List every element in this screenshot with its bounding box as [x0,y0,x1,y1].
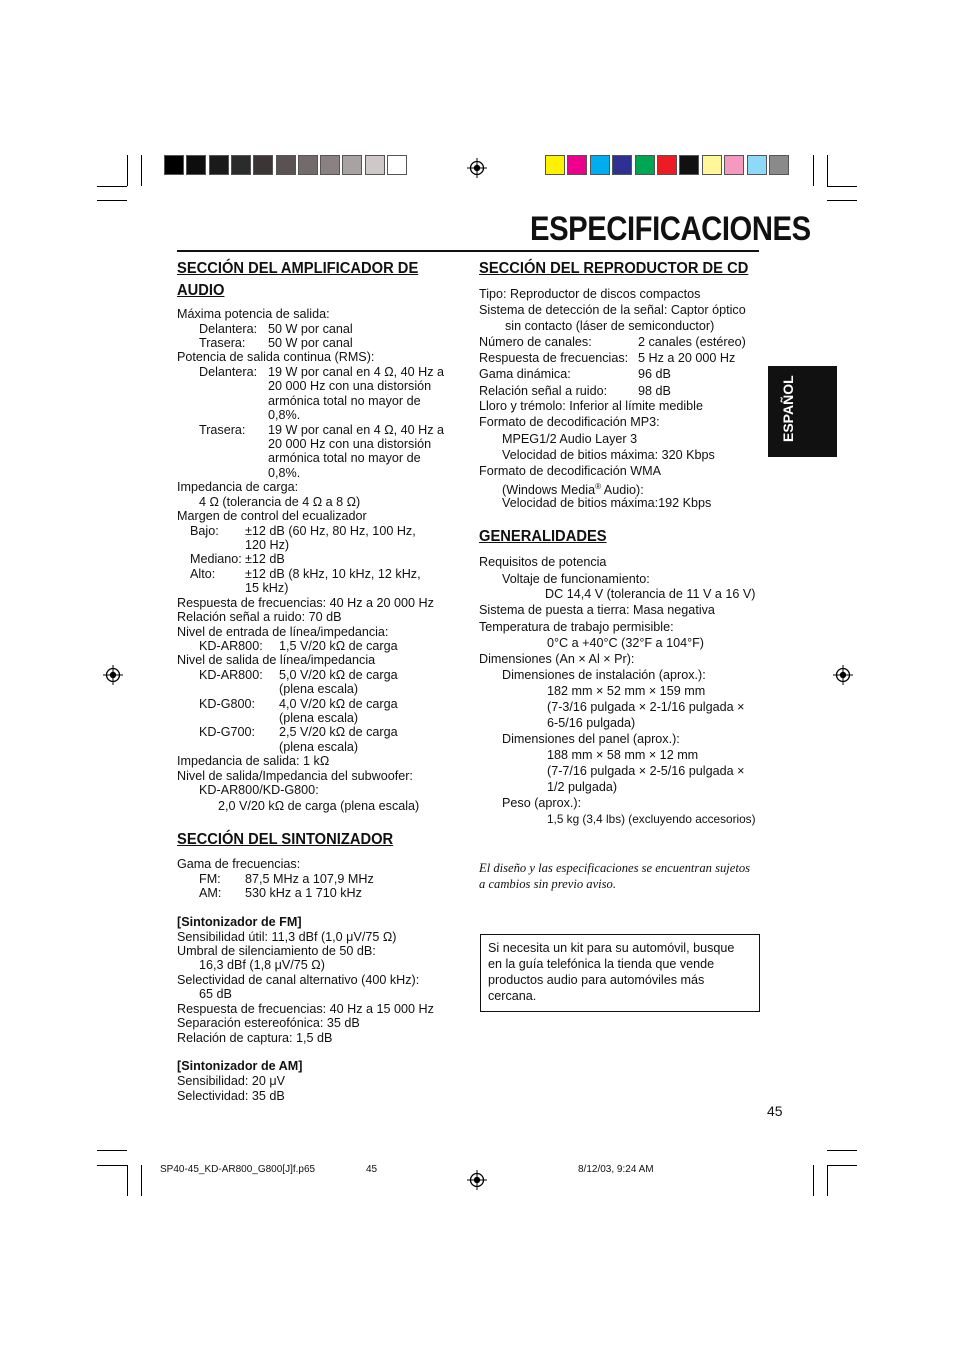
color-swatch [342,155,362,175]
spec-line: Dimensiones (An × Al × Pr): [479,652,635,666]
spec-value: ±12 dB (8 kHz, 10 kHz, 12 kHz, [245,567,421,581]
footer-date: 8/12/03, 9:24 AM [578,1164,654,1175]
registration-target-icon [467,1170,487,1190]
spec-line: Impedancia de carga: [177,480,299,494]
color-swatch [724,155,744,175]
spec-value: 0,8%. [268,408,301,422]
crop-mark [97,1165,127,1166]
wma-label: (Windows Media [502,483,596,498]
spec-value: (plena escala) [279,711,359,725]
crop-mark [827,1165,828,1196]
tuner-heading: SECCIÓN DEL SINTONIZADOR [177,831,394,848]
spec-value: 20 000 Hz con una distorsión [268,379,432,393]
spec-value: 19 W por canal en 4 Ω, 40 Hz a [268,423,445,437]
spec-value: 5,0 V/20 kΩ de carga [279,668,398,682]
color-swatch [702,155,722,175]
spec-value: ±12 dB [245,552,285,566]
color-swatch [545,155,565,175]
spec-label: KD-AR800: [199,639,263,653]
spec-line: Relación de captura: 1,5 dB [177,1031,333,1045]
color-swatch [186,155,206,175]
notice-line: productos audio para automóviles más [488,973,705,987]
spec-label: Trasera: [199,423,246,437]
notice-line: Si necesita un kit para su automóvil, busque [488,941,735,955]
spec-line: Peso (aprox.): [502,796,582,810]
spec-value: 530 kHz a 1 710 kHz [245,886,362,900]
spec-label: Delantera: [199,322,258,336]
registration-target-icon [833,665,853,685]
color-swatch [612,155,632,175]
spec-label: Delantera: [199,365,258,379]
notice-line: cercana. [488,989,537,1003]
color-swatch [387,155,407,175]
spec-line: Sistema de puesta a tierra: Masa negativa [479,603,715,617]
spec-label: Número de canales: [479,335,592,349]
crop-mark [827,186,857,187]
spec-value: 1,5 kg (3,4 lbs) (excluyendo accesorios) [547,812,756,826]
spec-value: 50 W por canal [268,336,353,350]
subheading-fm: [Sintonizador de FM] [177,915,302,929]
spec-value: KD-AR800/KD-G800: [199,783,319,797]
crop-mark [97,1150,127,1151]
color-swatch [567,155,587,175]
spec-value: (7-7/16 pulgada × 2-5/16 pulgada × [547,764,745,778]
spec-label: Mediano: [190,552,242,566]
spec-label: Trasera: [199,336,246,350]
spec-value: (plena escala) [279,740,359,754]
spec-value: 0°C a +40°C (32°F a 104°F) [547,636,704,650]
spec-value: 2 canales (estéreo) [638,335,746,349]
crop-mark [813,155,814,186]
spec-line: Relación señal a ruido: 70 dB [177,610,342,624]
disclaimer-note: El diseño y las especificaciones se encuentran sujetos [479,861,751,875]
color-swatch [320,155,340,175]
spec-value: (plena escala) [279,682,359,696]
spec-value: 4,0 V/20 kΩ de carga [279,697,398,711]
spec-value: DC 14,4 V (tolerancia de 11 V a 16 V) [545,587,756,601]
spec-value: 5 Hz a 20 000 Hz [638,351,736,365]
spec-line: Dimensiones de instalación (aprox.): [502,668,706,682]
spec-value: 2,5 V/20 kΩ de carga [279,725,398,739]
spec-line: Umbral de silenciamiento de 50 dB: [177,944,376,958]
footer-filename: SP40-45_KD-AR800_G800[J]f.p65 [160,1164,316,1175]
spec-value: 87,5 MHz a 107,9 MHz [245,872,374,886]
spec-line: Requisitos de potencia [479,555,607,569]
crop-mark [141,155,142,186]
general-heading: GENERALIDADES [479,528,607,545]
spec-value: 50 W por canal [268,322,353,336]
spec-line: Potencia de salida continua (RMS): [177,350,375,364]
spec-value: 0,8%. [268,466,301,480]
spec-line: Gama de frecuencias: [177,857,301,871]
spec-label: KD-G700: [199,725,255,739]
spec-label: Relación señal a ruido: [479,384,608,398]
title-rule [177,250,759,252]
color-swatch [164,155,184,175]
crop-mark [827,155,828,186]
notice-line: en la guía telefónica la tienda que vende [488,957,715,971]
spec-value: 1,5 V/20 kΩ de carga [279,639,398,653]
crop-mark [97,200,127,201]
spec-line: Voltaje de funcionamiento: [502,572,650,586]
spec-label: FM: [199,872,221,886]
crop-mark [813,1165,814,1196]
spec-line: Nivel de entrada de línea/impedancia: [177,625,389,639]
crop-mark [97,186,127,187]
spec-line: Dimensiones del panel (aprox.): [502,732,680,746]
crop-mark [127,155,128,186]
spec-line: Nivel de salida de línea/impedancia [177,653,376,667]
spec-value: 2,0 V/20 kΩ de carga (plena escala) [218,799,420,813]
color-swatch [747,155,767,175]
spec-value: 96 dB [638,367,671,381]
subheading-am: [Sintonizador de AM] [177,1059,303,1073]
spec-line: Sensibilidad: 20 μV [177,1074,286,1088]
spec-line: Impedancia de salida: 1 kΩ [177,754,330,768]
spec-value: 16,3 dBf (1,8 μV/75 Ω) [199,958,325,972]
spec-value: 188 mm × 58 mm × 12 mm [547,748,699,762]
spec-line: Formato de decodificación WMA [479,464,661,478]
spec-line: Selectividad: 35 dB [177,1089,285,1103]
color-swatch [231,155,251,175]
spec-line: Selectividad de canal alternativo (400 kHz): [177,973,420,987]
color-swatch [635,155,655,175]
color-swatch [769,155,789,175]
spec-value: armónica total no mayor de [268,451,421,465]
spec-line: Tipo: Reproductor de discos compactos [479,287,701,301]
color-swatch [253,155,273,175]
spec-label: KD-AR800: [199,668,263,682]
spec-value: MPEG1/2 Audio Layer 3 [502,432,638,446]
registration-target-icon [103,665,123,685]
spec-value: 182 mm × 52 mm × 159 mm [547,684,706,698]
spec-line: Respuesta de frecuencias: 40 Hz a 15 000 Hz [177,1002,434,1016]
spec-label: Alto: [190,567,216,581]
language-tab-label: ESPAÑOL [780,375,796,442]
cd-heading: SECCIÓN DEL REPRODUCTOR DE CD [479,260,749,277]
spec-value: armónica total no mayor de [268,394,421,408]
amp-heading: SECCIÓN DEL AMPLIFICADOR DE [177,260,419,277]
spec-line: Máxima potencia de salida: [177,307,330,321]
spec-line: Sistema de detección de la señal: Captor óptico [479,303,746,317]
spec-line: Temperatura de trabajo permisible: [479,620,674,634]
spec-value: (7-3/16 pulgada × 2-1/16 pulgada × [547,700,745,714]
footer-page: 45 [366,1164,378,1175]
crop-mark [141,1165,142,1196]
spec-value: 120 Hz) [245,538,290,552]
crop-mark [827,200,857,201]
spec-label: AM: [199,886,222,900]
crop-mark [827,1150,857,1151]
spec-label: KD-G800: [199,697,255,711]
spec-value: Velocidad de bitios máxima: 320 Kbps [502,448,715,462]
crop-mark [827,1165,857,1166]
language-tab [768,366,837,457]
spec-value: 1/2 pulgada) [547,780,618,794]
crop-mark [127,1165,128,1196]
spec-value: 65 dB [199,987,232,1001]
spec-line: Nivel de salida/Impedancia del subwoofer: [177,769,413,783]
spec-line: Margen de control del ecualizador [177,509,367,523]
spec-value: 4 Ω (tolerancia de 4 Ω a 8 Ω) [199,495,361,509]
spec-value: ±12 dB (60 Hz, 80 Hz, 100 Hz, [245,524,416,538]
spec-value: 98 dB [638,384,671,398]
amp-heading-cont: AUDIO [177,282,225,299]
spec-line: Sensibilidad útil: 11,3 dBf (1,0 μV/75 Ω) [177,930,397,944]
spec-line: sin contacto (láser de semiconductor) [505,319,715,333]
color-swatch [365,155,385,175]
spec-value: 6-5/16 pulgada) [547,716,636,730]
registration-target-icon [467,158,487,178]
registered-mark: ® [595,482,601,491]
spec-label: Gama dinámica: [479,367,571,381]
spec-line: Formato de decodificación MP3: [479,415,660,429]
spec-label: Bajo: [190,524,219,538]
spec-line: Lloro y trémolo: Inferior al límite medible [479,399,703,413]
color-swatch [276,155,296,175]
color-swatch [590,155,610,175]
spec-value: 15 kHz) [245,581,289,595]
color-swatch [209,155,229,175]
spec-line: Separación estereofónica: 35 dB [177,1016,360,1030]
spec-line: Respuesta de frecuencias: 40 Hz a 20 000 Hz [177,596,434,610]
spec-value: 19 W por canal en 4 Ω, 40 Hz a [268,365,445,379]
color-swatch [298,155,318,175]
spec-value: Velocidad de bitios máxima:192 Kbps [502,496,712,510]
page-title: ESPECIFICACIONES [530,210,811,248]
page-number: 45 [767,1103,783,1119]
disclaimer-note: a cambios sin previo aviso. [479,877,616,891]
spec-label: Respuesta de frecuencias: [479,351,629,365]
color-swatch [679,155,699,175]
color-swatch [657,155,677,175]
spec-value: 20 000 Hz con una distorsión [268,437,432,451]
wma-label-end: Audio): [601,483,644,498]
